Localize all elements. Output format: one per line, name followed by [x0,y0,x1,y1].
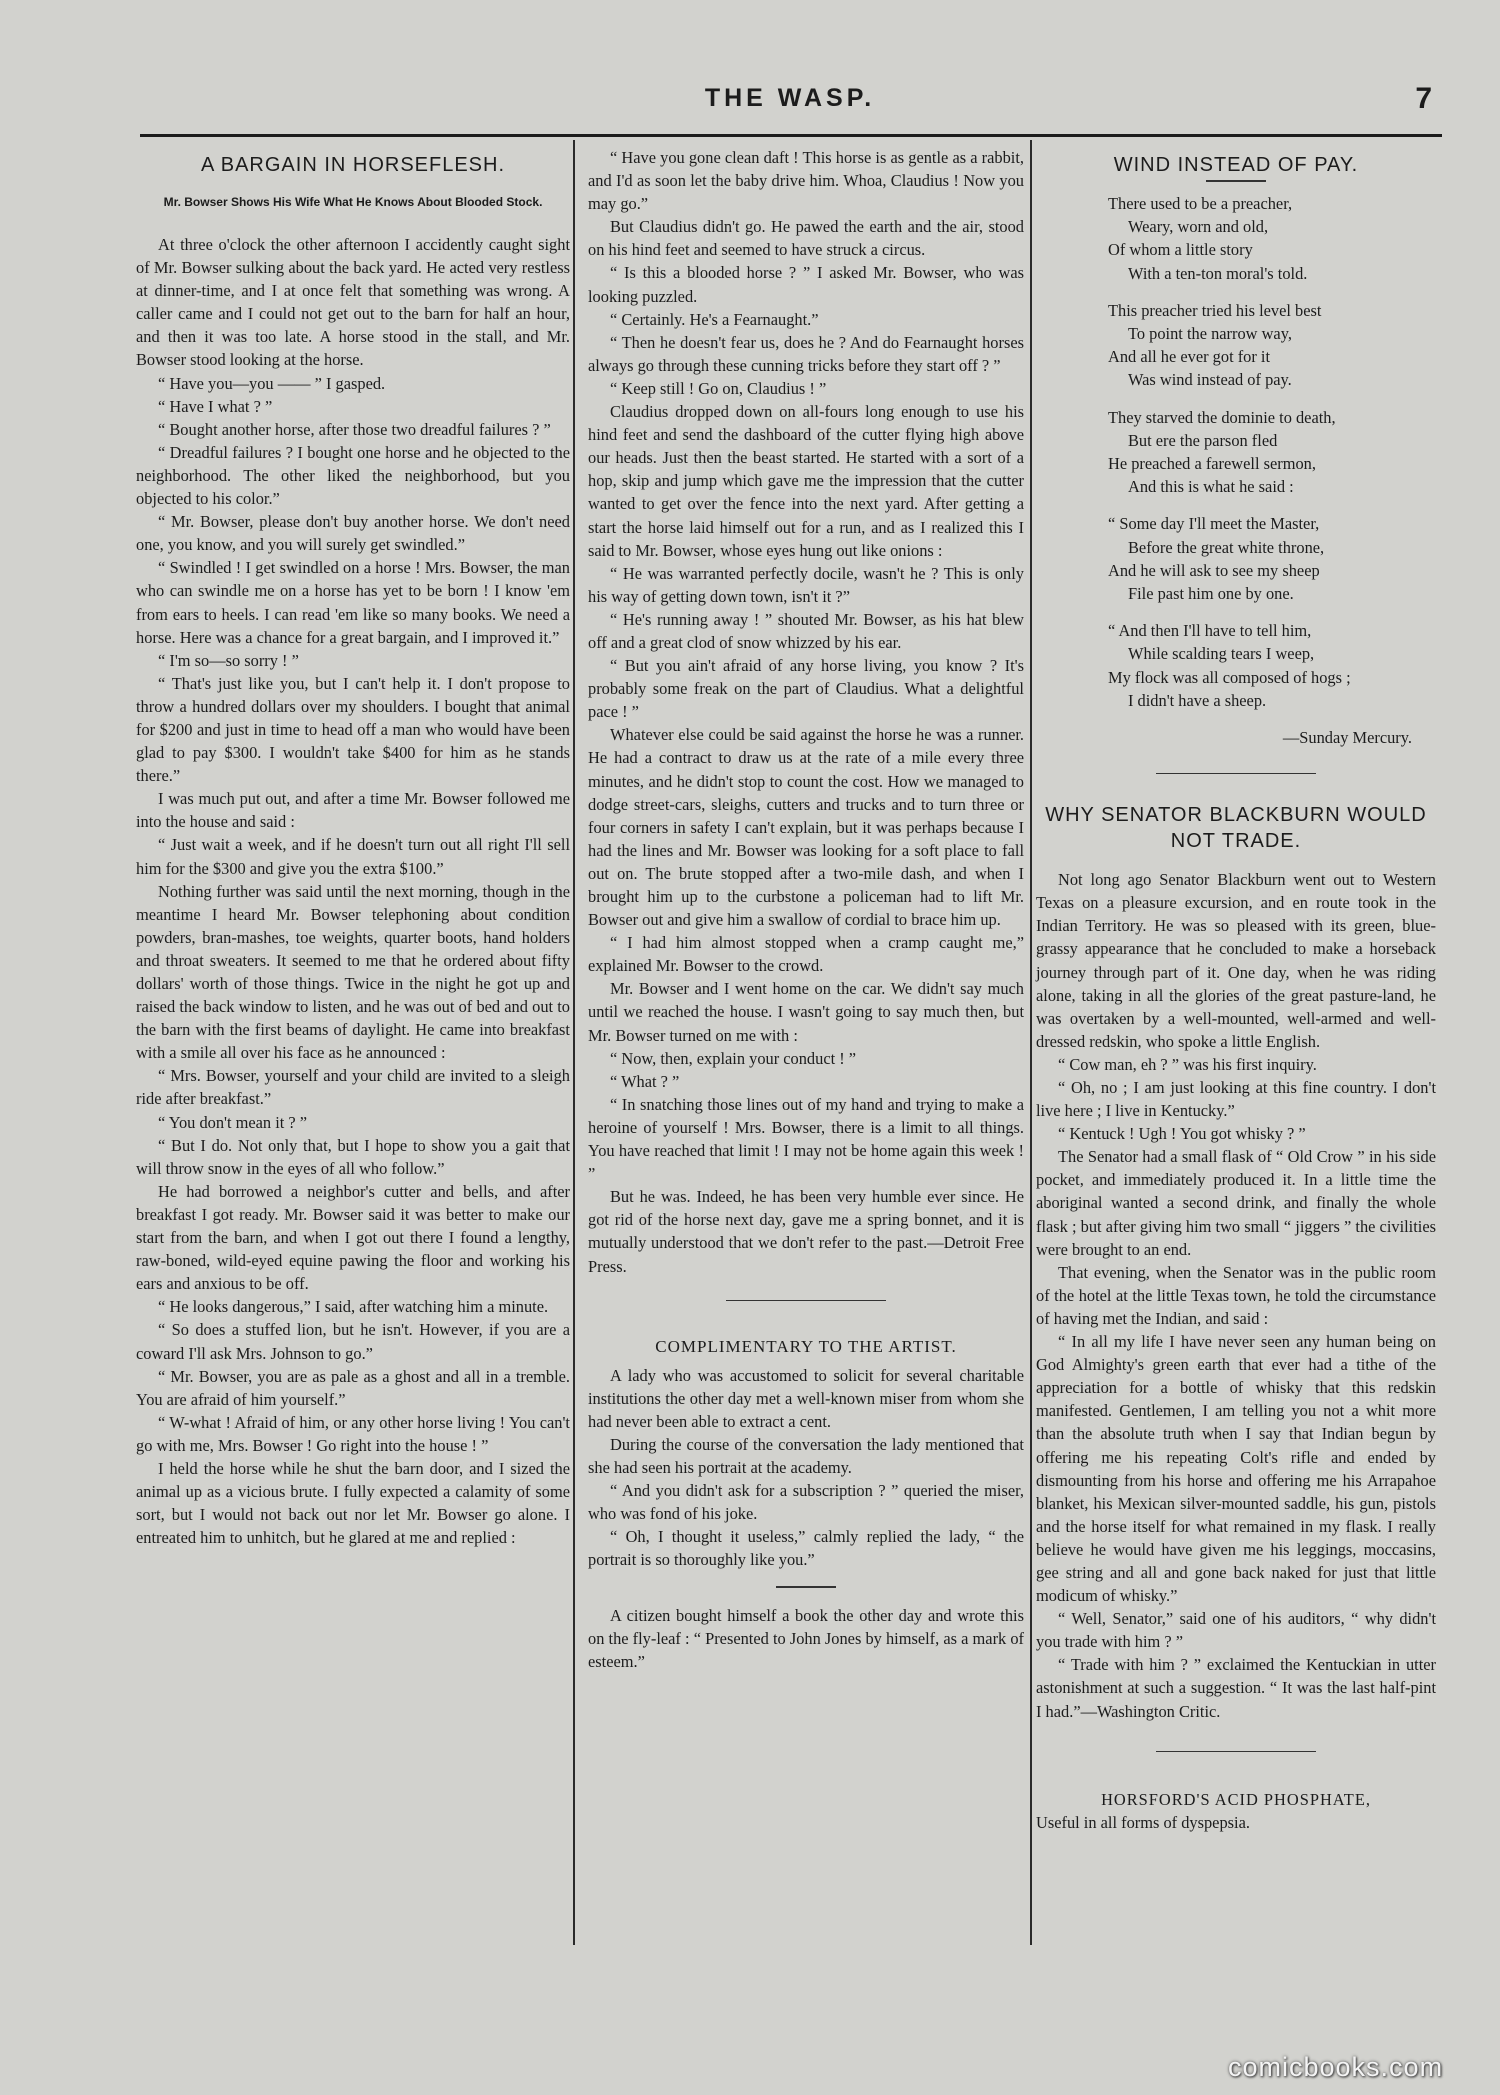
poem-line: With a ten-ton moral's told. [1128,263,1308,283]
column-2 [588,146,1024,1673]
paragraph: “ W-what ! Afraid of him, or any other horse living ! You can't go with me, Mrs. Bowser ! Go right into the house ! ” [136,1412,570,1455]
column-divider-2 [1030,140,1032,1945]
paragraph: Mr. Bowser and I went home on the car. We didn't say much until we reached the house. I wasn't going to say much then, but Mr. Bowser turned on me with : [588,979,1024,1045]
paragraph: “ Mr. Bowser, please don't buy another horse. We don't need one, you know, and you will surely get swindled.” [136,512,570,555]
paragraph: “ Have you—you —— ” I gasped. [158,373,386,393]
article-subhead-bargain: Mr. Bowser Shows His Wife What He Knows About Blooded Stock. [163,195,543,209]
poem-line: And all he ever got for it [1108,347,1271,367]
poem-line: While scalding tears I weep, [1128,644,1315,664]
column-1 [136,146,570,1549]
poem-stanza [1108,299,1436,392]
poem-stanza [1108,406,1436,499]
article-body-senator [1036,868,1436,1722]
poem-rule [1206,180,1266,182]
paragraph: “ Swindled ! I get swindled on a horse ! Mrs. Bowser, the man who can swindle me on a horse has yet to be born ! I know 'em from ears to heels. I can read 'em like so many books. We need a horse. Here was a chance for a great bargain, and I improved it.” [136,558,570,647]
paragraph: “ Well, Senator,” said one of his auditors, “ why didn't you trade with him ? ” [1036,1609,1436,1652]
article-body-artist [588,1364,1024,1572]
paragraph: He had borrowed a neighbor's cutter and bells, and after breakfast I got ready. Mr. Bowser said it was better to make our start from the barn, and when I got out there I found a lengthy, raw-boned, wild-eyed equine pawing the floor and working his ears and anxious to be off. [136,1181,570,1294]
poem-line: This preacher tried his level best [1108,300,1322,320]
poem-stanza [1108,512,1436,605]
poem-headline: WIND INSTEAD OF PAY. [1113,154,1359,176]
poem-line: File past him one by one. [1128,584,1294,604]
separator-short [776,1586,836,1588]
article-headline-senator: WHY SENATOR BLACKBURN WOULD NOT TRADE. [1045,804,1427,853]
paragraph: “ Cow man, eh ? ” was his first inquiry. [1058,1054,1317,1074]
poem-line: “ And then I'll have to tell him, [1108,621,1312,641]
poem-line: My flock was all composed of hogs ; [1108,667,1351,687]
article-body-bargain-cont [588,146,1024,1278]
paragraph: “ He's running away ! ” shouted Mr. Bowser, as his hat blew off and a great clod of snow whizzed by his ear. [588,609,1024,652]
paragraph: That evening, when the Senator was in the public room of the hotel at the little Texas town, he told the circumstance of having met the Indian, and said : [1036,1262,1436,1328]
poem-body [1108,192,1436,712]
paragraph: But Claudius didn't go. He pawed the earth and the air, stood on his hind feet and seemed to have struck a circus. [588,217,1024,260]
poem-line: And he will ask to see my sheep [1108,560,1320,580]
poem-stanza [1108,619,1436,712]
poem-line: Was wind instead of pay. [1128,370,1292,390]
paragraph: At three o'clock the other afternoon I accidently caught sight of Mr. Bowser sulking about the back yard. He acted very restless at dinner-time, and I at once felt that something was wrong. A caller came and I could not get out to the barn for half an hour, and then it was too late. A horse stood in the stall, and Mr. Bowser stood looking at the horse. [136,235,570,370]
paragraph: “ That's just like you, but I can't help it. I don't propose to throw a hundred dollars over my shoulders. I bought that animal for $200 and just in time to head off a man who would have been glad to pay $300. I wouldn't take $400 for him as he stands there.” [136,673,570,786]
paragraph: “ Certainly. He's a Fearnaught.” [610,309,819,329]
column-3 [1036,146,1436,1834]
ad-headline: HORSFORD'S ACID PHOSPHATE, [1101,1789,1371,1809]
paragraph: Not long ago Senator Blackburn went out to Western Texas on a pleasure excursion, and en route took in the Indian Territory. He was so pleased with its green, blue-grassy appearance that he concluded to make a horseback journey through part of it. One day, when he was riding alone, taking in all the glories of the great pasture-land, he was overtaken by a well-mounted, well-armed and well-dressed redskin, who spoke a little English. [1036,870,1436,1051]
poem-line: To point the narrow way, [1128,324,1292,344]
citizen-paragraph: A citizen bought himself a book the other day and wrote this on the fly-leaf : “ Presented to John Jones by himself, as a mark of esteem.” [588,1605,1024,1671]
poem-line: Weary, worn and old, [1128,217,1269,237]
poem-line: Of whom a little story [1108,240,1253,260]
paragraph: “ Just wait a week, and if he doesn't turn out all right I'll sell him for the $300 and give you the extra $100.” [136,835,570,878]
poem-attribution: —Sunday Mercury. [1282,728,1412,748]
paragraph: “ Now, then, explain your conduct ! ” [610,1048,857,1068]
paragraph: “ Keep still ! Go on, Claudius ! ” [610,378,827,398]
paragraph: “ Mr. Bowser, you are as pale as a ghost and all in a tremble. You are afraid of him yourself.” [136,1366,570,1409]
poem-line: They starved the dominie to death, [1108,407,1336,427]
paragraph: “ But you ain't afraid of any horse living, you know ? It's probably some freak on the part of Claudius. What a delightful pace ! ” [588,656,1024,722]
paragraph: “ In all my life I have never seen any human being on God Almighty's green earth that ever had a tithe of the appreciation for a bottle of whisky that this redskin manifested. Gentlemen, I am telling you not a whit more than the absolute truth when I say that Indian begun by offering me his repeating Colt's rifle and ended by dismounting from his horse and offering me his Arrapahoe blanket, his Mexican silver-mounted saddle, his gun, pistols and the horse itself for what remained in my flask. I really believe he would have given me his leggings, moccasins, gee string and all and gone back naked for just that little modicum of whisky.” [1036,1332,1436,1606]
ad-text: Useful in all forms of dyspepsia. [1036,1812,1250,1832]
poem-stanza [1108,192,1436,285]
poem-line: I didn't have a sheep. [1128,690,1267,710]
paragraph: “ Have I what ? ” [158,396,273,416]
paragraph: “ Trade with him ? ” exclaimed the Kentuckian in utter astonishment at such a suggestion. “ It was the last half-pint I had.”—Washington Critic. [1036,1655,1436,1721]
paragraph: “ You don't mean it ? ” [158,1112,308,1132]
watermark-text: comicbooks.com [1228,2052,1444,2082]
masthead-title: THE WASP. [704,84,876,112]
masthead [140,84,1440,124]
article-headline-artist: COMPLIMENTARY TO THE ARTIST. [655,1336,957,1356]
paragraph: “ He was warranted perfectly docile, wasn't he ? This is only his way of getting down town, isn't it ?” [588,563,1024,606]
poem-line: Before the great white throne, [1128,537,1325,557]
paragraph: “ Then he doesn't fear us, does he ? And do Fearnaught horses always go through these cunning tricks before they start off ? ” [588,332,1024,375]
paragraph: “ I had him almost stopped when a cramp caught me,” explained Mr. Bowser to the crowd. [588,933,1024,976]
poem-line: There used to be a preacher, [1108,194,1293,213]
paragraph: “ He looks dangerous,” I said, after watching him a minute. [158,1297,549,1317]
separator-line [726,1300,886,1301]
paragraph: Claudius dropped down on all-fours long enough to use his hind feet and send the dashboard of the cutter flying high above our heads. Just then the beast started. He started with a sort of a hop, skip and jump which gave me the impression that the cutter wanted to get over the fence into the next yard. After getting a start the horse laid himself out for a run, and as I realized this I said to Mr. Bowser, whose eyes hung out like onions : [588,402,1024,560]
paragraph: Whatever else could be said against the horse he was a runner. He had a contract to draw us at the rate of a mile every three minutes, and he didn't stop to count the cost. How we managed to dodge street-cars, sleighs, cutters and trucks and to turn three or four corners in safety I can't explain, but it was perhaps because I had the lines and Mr. Bowser was looking for a soft place to fall out on. The brute stopped after a two-mile dash, and when I brought him up to the curbstone a policeman had to lift Mr. Bowser out and give him a swallow of cordial to brace him up. [588,725,1024,930]
paragraph: “ Kentuck ! Ugh ! You got whisky ? ” [1058,1124,1306,1144]
paragraph: “ Mrs. Bowser, yourself and your child are invited to a sleigh ride after breakfast.” [136,1066,570,1109]
article-body-bargain [136,233,570,1549]
poem-line: And this is what he said : [1128,477,1294,497]
paragraph: “ In snatching those lines out of my hand and trying to make a heroine of yourself ! Mrs. Bowser, there is a limit to all things. You have reached that limit ! I may not be home again this week ! ” [588,1094,1024,1184]
paragraph: “ And you didn't ask for a subscription ? ” queried the miser, who was fond of his joke. [588,1481,1024,1524]
paragraph: “ Dreadful failures ? I bought one horse and he objected to the neighborhood. The other liked the neighborhood, but you objected to his color.” [136,442,570,509]
page-number: 7 [1415,82,1432,115]
poem-line: “ Some day I'll meet the Master, [1108,514,1320,534]
paragraph: “ So does a stuffed lion, but he isn't. However, if you are a coward I'll ask Mrs. Johnson to go.” [136,1320,570,1363]
separator-line-3 [1156,1751,1316,1752]
poem-line: But ere the parson fled [1128,430,1278,450]
paragraph: I held the horse while he shut the barn door, and I sized the animal up as a vicious brute. I fully expected a calamity of some sort, but I would not back out nor let Mr. Bowser go alone. I entreated him to unhitch, but he glared at me and replied : [136,1458,570,1548]
paragraph: “ Oh, no ; I am just looking at this fine country. I don't live here ; I live in Kentucky.” [1036,1078,1436,1121]
paragraph: “ Bought another horse, after those two dreadful failures ? ” [158,419,551,439]
paragraph: “ I'm so—so sorry ! ” [158,650,299,670]
paragraph: Nothing further was said until the next morning, though in the meantime I heard Mr. Bowser telephoning about condition powders, bran-mashes, toe weights, quarter boots, hand holders and throat sweaters. It seemed to me that he ordered about fifty dollars' worth of those things. Twice in the night he got up and raised the back window to listen, and he was out of bed and out to the barn with the first beams of daylight. He came into breakfast with a smile all over his face as he announced : [136,881,570,1063]
paragraph: “ Have you gone clean daft ! This horse is as gentle as a rabbit, and I'd as soon let the baby drive him. Whoa, Claudius ! Now you may go.” [588,148,1024,214]
paragraph: “ Is this a blooded horse ? ” I asked Mr. Bowser, who was looking puzzled. [588,263,1024,306]
column-divider-1 [573,140,575,1945]
top-rule [140,134,1442,137]
article-headline-bargain: A BARGAIN IN HORSEFLESH. [200,154,506,176]
poem-line: He preached a farewell sermon, [1108,454,1316,474]
paragraph: But he was. Indeed, he has been very humble ever since. He got rid of the horse next day, gave me a spring bonnet, and it is mutually understood that we don't refer to the past.—Detroit Free Press. [588,1187,1024,1276]
paragraph: “ But I do. Not only that, but I hope to show you a gait that will throw snow in the eyes of all who follow.” [136,1135,570,1178]
paragraph: During the course of the conversation the lady mentioned that she had seen his portrait at the academy. [588,1434,1024,1478]
separator-line-2 [1156,773,1316,774]
paragraph: “ What ? ” [610,1071,680,1091]
paragraph: I was much put out, and after a time Mr. Bowser followed me into the house and said : [136,789,570,832]
paragraph: “ Oh, I thought it useless,” calmly replied the lady, “ the portrait is so thoroughly like you.” [588,1527,1024,1570]
paragraph: A lady who was accustomed to solicit for several charitable institutions the other day met a well-known miser from whom she had never been able to extract a cent. [588,1365,1024,1431]
paragraph: The Senator had a small flask of “ Old Crow ” in his side pocket, and immediately produced it. In a little time the aboriginal wanted a second drink, and finally the whole flask ; but after giving him two small “ jiggers ” the civilities were brought to an end. [1036,1147,1436,1259]
